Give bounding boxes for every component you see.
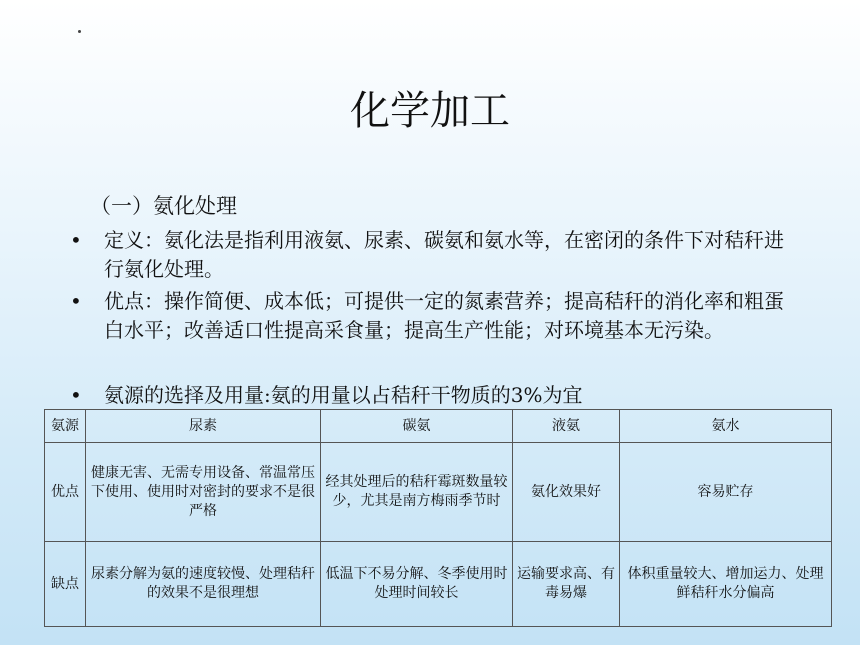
bullet-text: 优点：操作简便、成本低；可提供一定的氮素营养；提高秸秆的消化率和粗蛋白水平；改善适口性提高采食量；提高生产性能；对环境基本无污染。 [104, 289, 784, 342]
row-label: 优点 [45, 443, 86, 542]
ammonia-source-table [44, 409, 832, 627]
bullet-advantages [70, 287, 790, 345]
table-cell: 体积重量较大、增加运力、处理鲜秸秆水分偏高 [620, 542, 832, 627]
table-row [45, 542, 832, 627]
table-cell: 低温下不易分解、冬季使用时处理时间较长 [321, 542, 513, 627]
page-title: 化学加工 [350, 88, 510, 134]
table-cell: 运输要求高、有毒易爆 [513, 542, 620, 627]
table-cell: 健康无害、无需专用设备、常温常压下使用、使用时对密封的要求不是很严格 [86, 443, 321, 542]
table-row [45, 443, 832, 542]
decorative-dot [78, 30, 81, 33]
table-cell: 尿素分解为氨的速度较慢、处理秸秆的效果不是很理想 [86, 542, 321, 627]
bullet-text: 氨源的选择及用量:氨的用量以占秸秆干物质的3%为宜 [104, 383, 583, 407]
bullet-definition [70, 226, 790, 284]
header-cell: 碳氨 [321, 410, 513, 443]
table-cell: 氨化效果好 [513, 443, 620, 542]
header-cell: 氨水 [620, 410, 832, 443]
bullet-marker: • [70, 383, 82, 407]
bullet-marker: • [70, 228, 82, 252]
section-subheading: （一）氨化处理 [90, 194, 237, 218]
header-cell: 氨源 [45, 410, 86, 443]
table-header-row [45, 410, 832, 443]
header-cell: 尿素 [86, 410, 321, 443]
bullet-ammonia-source [70, 381, 790, 410]
table-cell: 容易贮存 [620, 443, 832, 542]
bullet-marker: • [70, 289, 82, 313]
bullet-text: 定义：氨化法是指利用液氨、尿素、碳氨和氨水等，在密闭的条件下对秸秆进行氨化处理。 [104, 228, 784, 281]
row-label: 缺点 [45, 542, 86, 627]
table-cell: 经其处理后的秸秆霉斑数量较少，尤其是南方梅雨季节时 [321, 443, 513, 542]
header-cell: 液氨 [513, 410, 620, 443]
